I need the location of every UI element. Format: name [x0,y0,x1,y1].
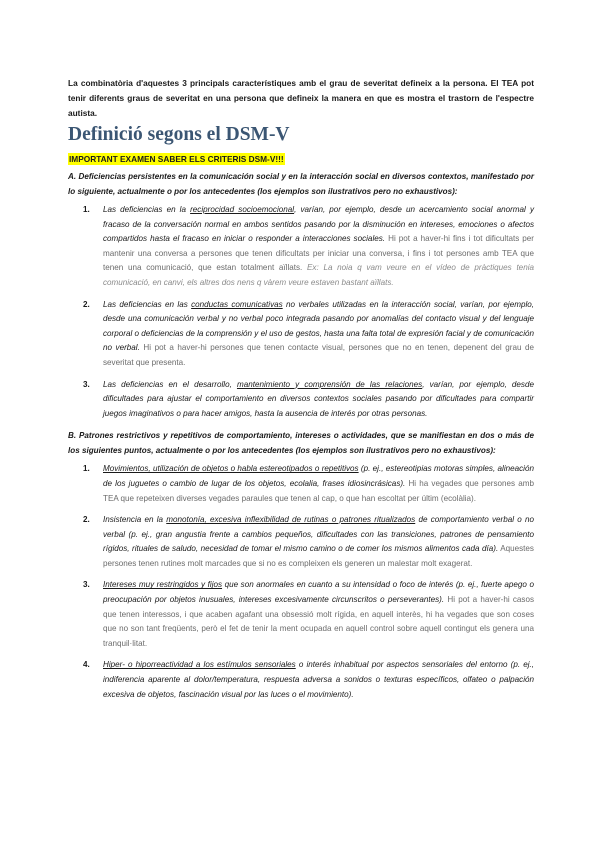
item-text: Las deficiencias en el desarrollo, [103,379,237,389]
list-number: 1. [83,464,90,474]
section-b-list [68,462,534,702]
list-item [68,378,534,422]
list-number: 3. [83,379,90,389]
item-note: Aquestes persones tenen rutines molt marcades que si no es compleixen els generen un malestar molt exagerat. [103,544,534,568]
intro-paragraph: La combinatòria d'aquestes 3 principals característiques amb el grau de severitat defineix a la persona. El TEA pot tenir diferents graus de severitat en una persona que defineix la manera en que es mostra el trastorn de l'espectre autista. [68,78,534,118]
item-text: Las deficiencias en la [103,205,191,214]
important-highlight: IMPORTANT EXAMEN SABER ELS CRITERIS DSM-V!!! [69,154,284,164]
list-item [68,658,534,702]
document-page [68,76,534,709]
item-underlined-term: Movimientos, utilización de objetos o habla estereotipados o repetitivos [103,464,359,474]
item-text-continued: , varían, por ejemplo, desde dificultades para ajustar el comportamiento en diversos contextos sociales pasando por dificultades para compartir juegos imaginativos o para hacer amigos, hasta la ausencia de interés por otras personas. [103,379,534,418]
item-underlined-term: mantenimiento y comprensión de las relaciones [236,379,423,389]
section-a-heading: A. Deficiencias persistentes en la comunicación social y en la interacción social en diversos contextos, manifestado por lo siguiente, actualmente o por los antecedentes (los ejemplos son ilustrativos pero no exhaustivos): [68,172,534,196]
section-b-heading: B. Patrones restrictivos y repetitivos de comportamiento, intereses o actividades, que se manifiestan en dos o más de los siguientes puntos, actualmente o por los antecedentes (los ejemplos son ilustrativos pero no exhaustivos): [68,431,534,456]
item-note: Hi ha vegades que persones amb TEA que repeteixen diverses vegades paraules que tenen al cap, o que han escoltat per últim (ecolàlia). [103,478,534,503]
list-item [68,462,534,506]
item-text-continued: de comportamiento verbal o no verbal (p. ej., gran angustia frente a cambios pequeños, dificultades con las transiciones, patrones de pensamiento rígidos, rituales de saludo, necesidad de tomar el mismo camino o de comer los mismos alimentos cada día). [103,515,534,554]
item-underlined-term: Intereses muy restringidos y fijos [103,580,223,590]
item-text-continued: o interés inhabitual por aspectos sensoriales del entorno (p. ej., indiferencia aparente al dolor/temperatura, respuesta adversa a sonidos o texturas específicos, olfateo o palpación excesiva de objetos, fascinación visual por las luces o el movimiento). [103,660,534,699]
list-number: 1. [83,205,90,214]
list-item [68,203,534,291]
list-item [68,298,534,371]
section-a-list [68,203,534,421]
list-number: 3. [83,580,90,590]
list-number: 4. [83,660,90,670]
item-underlined-term: monotonía, excesiva inflexibilidad de rutinas o patrones ritualizados [166,515,416,525]
item-text: Insistencia en la [103,515,167,525]
item-text-continued: no verbales utilizadas en la interacción social, varían, por ejemplo, desde una comunicación verbal y no verbal poco integrada pasando por anomalías del contacto visual y del lenguaje corporal o deficiencias de la comprensión y el uso de gestos, hasta una falta total de expresión facial y de comunicación no verbal. [103,299,534,353]
item-example-note: Ex: La noia q vam veure en el vídeo de pràctiques tenia comunicació, en canvi, els altres dos nens q vàrem veure estaven bastant aïllats. [103,263,534,287]
list-item [68,578,534,651]
list-number: 2. [83,299,90,309]
item-note: Hi pot a haver-hi casos que tenen interessos, i que acaben agafant una obsessió molt rígida, en aquell interès, hi ha vegades que son coses que no son tant freqüents, però el fet de tenir la ment ocupada en aquell control sobre aquell contingut els genera una tranquil·litat. [103,595,534,648]
list-number: 2. [83,515,90,525]
item-text-continued: (p. ej., estereotipias motoras simples, alineación de los juguetes o cambio de lugar de los objetos, ecolalia, frases idiosincrásicas). [103,464,534,488]
item-underlined-term: Hiper- o hiporreactividad a los estímulos sensoriales [103,660,296,670]
page-title: Definició segons el DSM-V [68,124,290,145]
item-underlined-term: reciprocidad socioemocional [190,205,295,214]
item-text: Las deficiencias en las [103,299,192,309]
item-note: Hi pot a haver-hi fins i tot dificultats per mantenir una conversa a persones que tenen dificultats per iniciar una conversa, i fins i tot persones amb TEA que tenen una comunicació, que estan totalment aïllats. [103,234,534,273]
item-text-continued: , varían, por ejemplo, desde un acercamiento social anormal y fracaso de la conversación normal en ambos sentidos pasando por la disminución en intereses, emociones o afectos compartidos hasta el fracaso en iniciar o responder a interacciones sociales. [103,205,535,244]
item-underlined-term: conductas comunicativas [191,299,283,309]
item-text-continued: que son anormales en cuanto a su intensidad o foco de interés (p. ej., fuerte apego o preocupación por objetos inusuales, intereses excesivamente circunscritos o perseverantes). [103,580,534,605]
list-item [68,513,534,571]
item-note: Hi pot a haver-hi persones que tenen contacte visual, persones que no en tenen, depenent del grau de severitat que presenta. [103,343,534,367]
